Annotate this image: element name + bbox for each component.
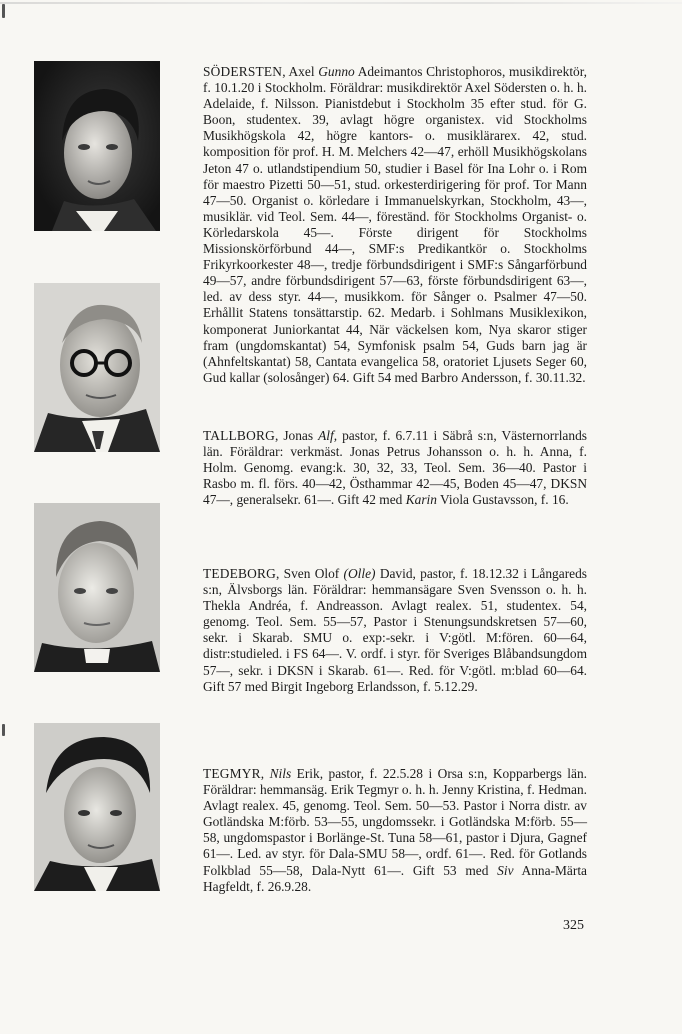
entry-surname: TEDEBORG (203, 566, 277, 581)
biography-entry-soedersten (203, 64, 587, 386)
entry-text (203, 766, 587, 895)
entry-called-name: (Olle) (343, 566, 376, 581)
portrait-photo-tedeborg (34, 503, 160, 672)
top-edge-rule (0, 2, 682, 4)
entry-body: David, pastor, f. 18.12.32 i Långareds s:n, Älvsborgs län. Föräldrar: hemmansägare Sven Svensson o. h. h. Thekla Andréa, f. Andreasson. Avlagt realex. 51, studentex. 54, genomg. Teol. Sem. 55—57, Pastor i Stenungsundskretsen 57—60, sekr. i Skarab. SMU o. exp:-sekr. i V:götl. M:fören. 60—64, distr:studieled. i FS 64—. V. ordf. i styr. för Sveriges Blåbandsungdom 57—, sekr. i DKSN i Skarab. 61—. Red. för V:götl. m:blad 60—64. Gift 57 med Birgit Ingeborg Erlandsson, f. 5.12.29. (203, 566, 588, 694)
entry-given-names: , Jonas (274, 428, 319, 443)
entry-body: pastor, f. 6.7.11 i Säbrå s:n, Västernorrlands län. Föräldrar: verkmäst. Jonas Petrus Johansson o. h. h. Anna, f. Holm. Genomg. evang:k. 30, 32, 33, Teol. Sem. 36—40. Pastor i Rasbo m. fl. förs. 40—42, Östhammar 42—45, Boden 45—47, DKSN 47—, generalsekr. 61—. Gift 42 med (203, 428, 587, 508)
entry-called-name: Alf, (318, 428, 338, 443)
entry-body: Adeimantos Christophoros, musikdirektör, f. 10.1.20 i Stockholm. Föräldrar: musikdirektör Axel Södersten o. h. h. Adelaide, f. Nilsson. Pianistdebut i Stockholm 35 efter stud. för G. Boon, studentex. 39, avlagt högre organistex. vid Stockholms Musikhögskola 42, högre kantors- o. musiklärarex. 42, stud. komposition för prof. H. M. Melchers 42—47, erhöll Musikhögskolans Jeton 47 o. utlandstipendium 50, studier i Basel för Ina Lohr o. i Rom för maestro Pizetti 50—51, stud. orkesterdirigering för prof. Tor Mann 47—50. Organist o. körledare i Immanuelskyrkan, Stockholm, 43—, musiklär. vid Teol. Sem. 44—, föreständ. för Stockholms Organist- o. Körledarskola 45—. Förste dirigent för Stockholms Missionskörförbund 44—, SMF:s Predikantkör o. Stockholms Frikyrkoorkester 48—, tredje förbundsdirigent i SMF:s Sångarförbund 49—57, andre förbundsdirigent 57—63, förste förbundsdirigent 63—, led. av dess styr. 44—, musikkom. för Sånger o. Psalmer 47—50. Erhållit Statens tonsättarstip. 62. Medarb. i Sohlmans Musiklexikon, komponerat Juniorkantat 44, När väckelsen kom, Nya skaror stiger fram (ungdomskantat) 54, Symfonisk psalm 54, Guds barn jag är (Ahnfeltskantat) 58, Cantata evangelica 58, oratoriet Ljusets Seger 60, Gud kallar (solosånger) 64. Gift 54 med Barbro Andersson, f. 30.11.32. (203, 64, 587, 385)
entry-text (203, 566, 587, 695)
entry-spouse: Anna-Märta Hagfeldt, f. 26.9.28. (203, 862, 587, 894)
entry-spouse: Viola Gustavsson, f. 16. (436, 492, 569, 508)
entry-body: Erik, pastor, f. 22.5.28 i Orsa s:n, Kopparbergs län. Föräldrar: hemmansäg. Erik Tegmyr o. h. h. Jenny Kristina, f. Hedman. Avlagt realex. 45, genomg. Teol. Sem. 50—53. Pastor i Norra distr. av Gotländska M:förb. 53—55, ungdomssekr. i Gotländska M:förb. 55—58, ungdomspastor i Borlänge-St. Tuna 58—61, pastor i Djura, Gagnef 61—. Led. av styr. för Dala-SMU 58—, ordf. 61—. Red. för Gotlands Folkblad 55—58, Dala-Nytt 61—. Gift 53 med (203, 766, 587, 878)
entry-spouse-called-name: Siv (497, 862, 514, 878)
entry-called-name: Nils (269, 766, 292, 781)
entry-text (203, 64, 587, 386)
portrait-photo-tallborg (34, 283, 160, 452)
edge-mark (2, 4, 5, 18)
biography-entry-tallborg (203, 428, 587, 508)
biography-entry-tedeborg (203, 566, 587, 695)
portrait-photo-soedersten (34, 61, 160, 231)
entry-given-names: , Sven Olof (276, 566, 344, 581)
entry-given-names: , Axel (282, 64, 319, 79)
entry-given-names: , (260, 766, 270, 781)
entry-surname: SÖDERSTEN (203, 64, 283, 79)
entry-surname: TEGMYR (203, 766, 261, 781)
entry-spouse-called-name: Karin (405, 492, 437, 508)
entry-surname: TALLBORG (203, 428, 275, 443)
portrait-photo-tegmyr (34, 723, 160, 891)
edge-mark (2, 724, 5, 736)
entry-called-name: Gunno (318, 64, 355, 79)
biography-entry-tegmyr (203, 766, 587, 895)
entry-text (203, 428, 587, 508)
page-number: 325 (563, 918, 584, 933)
